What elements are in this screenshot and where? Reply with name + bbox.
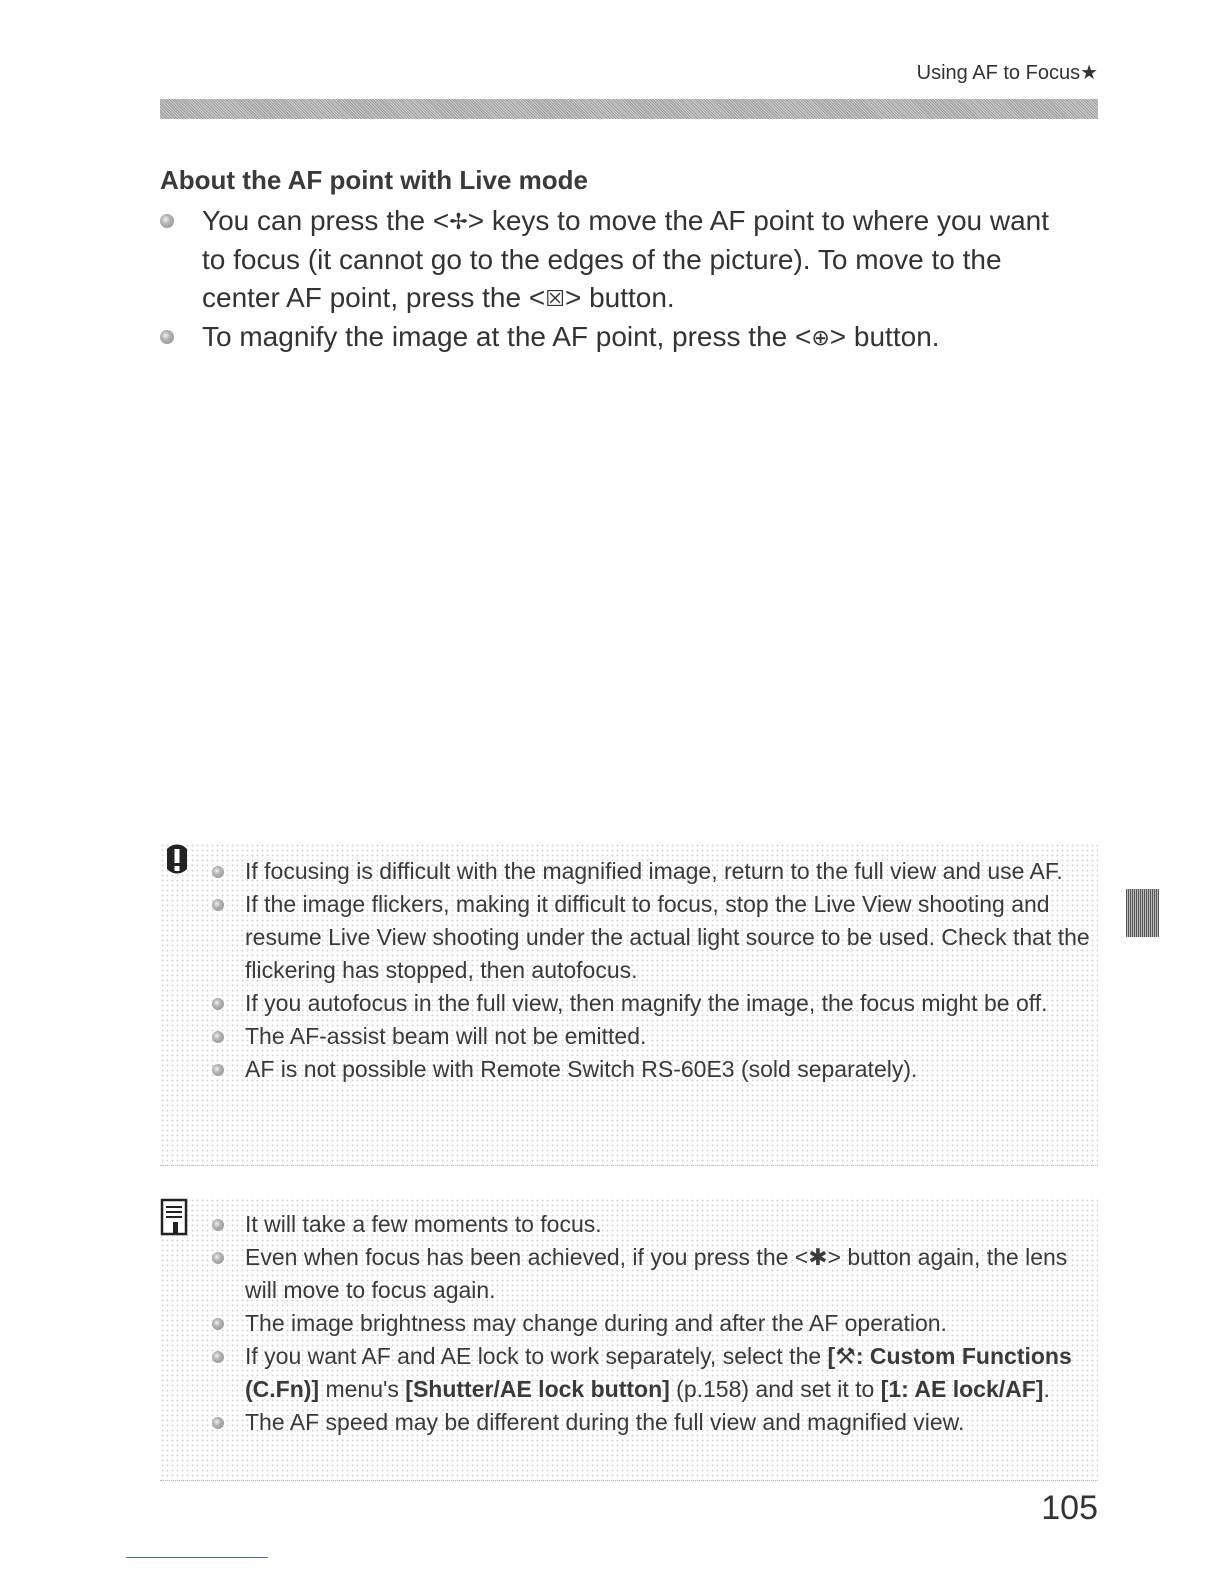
caution-list: [212, 855, 1092, 1086]
magnify-button-icon: ⊕: [811, 325, 830, 350]
section-heading: About the AF point with Live mode: [160, 165, 588, 195]
bullet-icon: [212, 899, 224, 911]
note-icon: [160, 1198, 188, 1238]
bullet-icon: [212, 998, 224, 1010]
list-item: If you want AF and AE lock to work separately, select the [⚒: Custom Functions (C.Fn)] menu's [Shutter/AE lock button] (p.158) and set it to [1: AE lock/AF].: [212, 1340, 1092, 1406]
list-item: The AF-assist beam will not be emitted.: [212, 1020, 1092, 1053]
chapter-tab: [1126, 889, 1159, 937]
trash-button-icon: ☒: [545, 286, 565, 311]
menu-reference: [Shutter/AE lock button]: [405, 1376, 670, 1402]
menu-reference: [⚒: Custom Functions (C.Fn)]: [245, 1343, 1072, 1402]
bullet-icon: [212, 1351, 224, 1363]
bullet-icon: [212, 1417, 224, 1429]
list-item: To magnify the image at the AF point, press the <⊕> button.: [160, 318, 1080, 357]
caution-icon: [160, 843, 194, 877]
list-item: Even when focus has been achieved, if you press the <✱> button again, the lens will move to focus again.: [212, 1241, 1092, 1307]
cross-keys-icon: ✢: [449, 209, 468, 234]
info-list: [212, 1208, 1092, 1439]
list-item: AF is not possible with Remote Switch RS-60E3 (sold separately).: [212, 1053, 1092, 1086]
bullet-icon: [160, 330, 174, 344]
page-number: 105: [1041, 1489, 1098, 1527]
running-header: Using AF to Focus★: [916, 62, 1098, 84]
menu-reference: [1: AE lock/AF]: [880, 1376, 1044, 1402]
bullet-icon: [212, 1064, 224, 1076]
bullet-icon: [212, 1318, 224, 1330]
list-item: The AF speed may be different during the full view and magnified view.: [212, 1406, 1092, 1439]
list-item: If focusing is difficult with the magnified image, return to the full view and use AF.: [212, 855, 1092, 888]
bullet-icon: [212, 1031, 224, 1043]
main-bullet-list: [160, 202, 1080, 357]
info-box: [160, 1198, 1098, 1481]
bullet-icon: [212, 1219, 224, 1231]
bullet-icon: [212, 866, 224, 878]
af-on-button-icon: ✱: [808, 1244, 828, 1270]
header-bar: [160, 99, 1098, 119]
list-item: It will take a few moments to focus.: [212, 1208, 1092, 1241]
list-item: You can press the <✢> keys to move the AF point to where you want to focus (it cannot go to the edges of the picture). To move to the center AF point, press the <☒> button.: [160, 202, 1080, 318]
bullet-icon: [160, 214, 174, 228]
bullet-icon: [212, 1252, 224, 1264]
list-item: The image brightness may change during and after the AF operation.: [212, 1307, 1092, 1340]
list-item: If you autofocus in the full view, then magnify the image, the focus might be off.: [212, 987, 1092, 1020]
footer-line: [126, 1557, 268, 1558]
caution-box: [160, 843, 1098, 1166]
list-item: If the image flickers, making it difficult to focus, stop the Live View shooting and resume Live View shooting under the actual light source to be used. Check that the flickering has stopped, then autofocus.: [212, 888, 1092, 987]
